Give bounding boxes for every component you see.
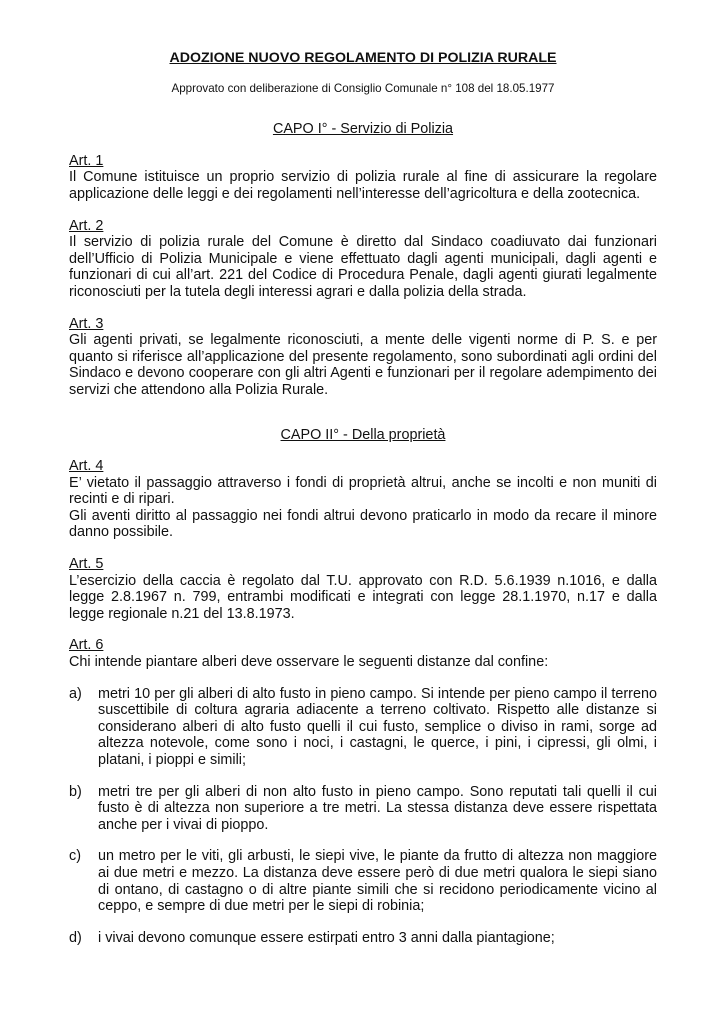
article-4-text-2: Gli aventi diritto al passaggio nei fondi altrui devono praticarlo in modo da recare il minore danno possibile. [69, 507, 657, 541]
list-text: un metro per le viti, gli arbusti, le siepi vive, le piante da frutto di altezza non maggiore ai due metri e mezzo. La distanza deve essere però di due metri qualora le siepi siano di ontano, di castagno o di altre piante simili che si recidono periodicamente vicino al ceppo, e sempre di due metri per le siepi di robinia; [98, 848, 657, 915]
approval-note: Approvato con deliberazione di Consiglio Comunale n° 108 del 18.05.1977 [171, 81, 555, 95]
capo-1-heading: CAPO I° - Servizio di Polizia [272, 121, 454, 138]
article-1-heading: Art. 1 [69, 152, 104, 169]
article-4-text-1: E’ vietato il passaggio attraverso i fondi di proprietà altrui, anche se incolti e non muniti di recinti e di ripari. [69, 474, 657, 508]
article-3 [69, 316, 657, 399]
article-6-text: Chi intende piantare alberi deve osservare le seguenti distanze dal confine: [69, 654, 549, 671]
article-2 [69, 218, 657, 301]
list-text: metri tre per gli alberi di non alto fusto in pieno campo. Sono reputati tali quelli il cui fusto è di altezza non superiore a tre metri. La stessa distanza deve essere rispettata anche per i vivai di pioppo. [98, 783, 657, 833]
capo-2-heading: CAPO II° - Della proprietà [280, 426, 446, 443]
article-2-text: Il servizio di polizia rurale del Comune è diretto dal Sindaco coadiuvato dai funzionari dell’Ufficio di Polizia Municipale e viene effettuato dagli agenti municipali, dagli agenti e funzionari di cui all’art. 221 del Codice di Procedura Penale, dagli agenti giurati legalmente riconosciuti per la tutela degli interessi agrari e dalla polizia della strada. [69, 234, 657, 300]
list-marker: c) [69, 848, 81, 865]
article-4-heading: Art. 4 [69, 458, 104, 475]
distance-list [69, 686, 657, 947]
list-item [69, 686, 657, 769]
list-item [69, 848, 657, 914]
article-1 [69, 153, 657, 203]
article-6 [69, 637, 657, 946]
list-text: metri 10 per gli alberi di alto fusto in pieno campo. Si intende per pieno campo il terreno suscettibile di coltura agraria adiacente a terreno coltivato. Rispetto alle distanze si considerano alberi di alto fusto quelli il cui fusto, semplice o diviso in rami, sorge ad altezza notevole, come sono i noci, i castagni, le querce, i pini, i cipressi, gli olmi, i platani, i pioppi e simili; [98, 685, 657, 768]
list-text: i vivai devono comunque essere estirpati entro 3 anni dalla piantagione; [98, 929, 555, 946]
article-3-heading: Art. 3 [69, 315, 104, 332]
article-5 [69, 556, 657, 622]
list-marker: d) [69, 929, 82, 946]
article-2-heading: Art. 2 [69, 217, 104, 234]
document-title: ADOZIONE NUOVO REGOLAMENTO DI POLIZIA RURALE [169, 50, 557, 66]
list-marker: a) [69, 685, 82, 702]
list-marker: b) [69, 783, 82, 800]
list-item [69, 930, 657, 947]
article-5-text: L’esercizio della caccia è regolato dal T.U. approvato con R.D. 5.6.1939 n.1016, e dalla legge 2.8.1967 n. 799, entrambi modificati e integrati con legge 28.1.1970, n.17 e dalla legge regionale n.21 del 13.8.1973. [69, 572, 657, 622]
article-3-text: Gli agenti privati, se legalmente riconosciuti, a mente delle vigenti norme di P. S. e per quanto si riferisce all’applicazione del presente regolamento, sono subordinati agli ordini del Sindaco e devono cooperare con gli altri Agenti e funzionari per il regolare adempimento dei servizi che attendono alla Polizia Rurale. [69, 332, 657, 398]
list-item [69, 784, 657, 834]
article-5-heading: Art. 5 [69, 556, 104, 573]
article-4 [69, 458, 657, 541]
article-6-heading: Art. 6 [69, 637, 104, 654]
article-1-text: Il Comune istituisce un proprio servizio di polizia rurale al fine di assicurare la regolare applicazione delle leggi e dei regolamenti nell’interesse dell’agricoltura e della zootecnica. [69, 169, 657, 202]
